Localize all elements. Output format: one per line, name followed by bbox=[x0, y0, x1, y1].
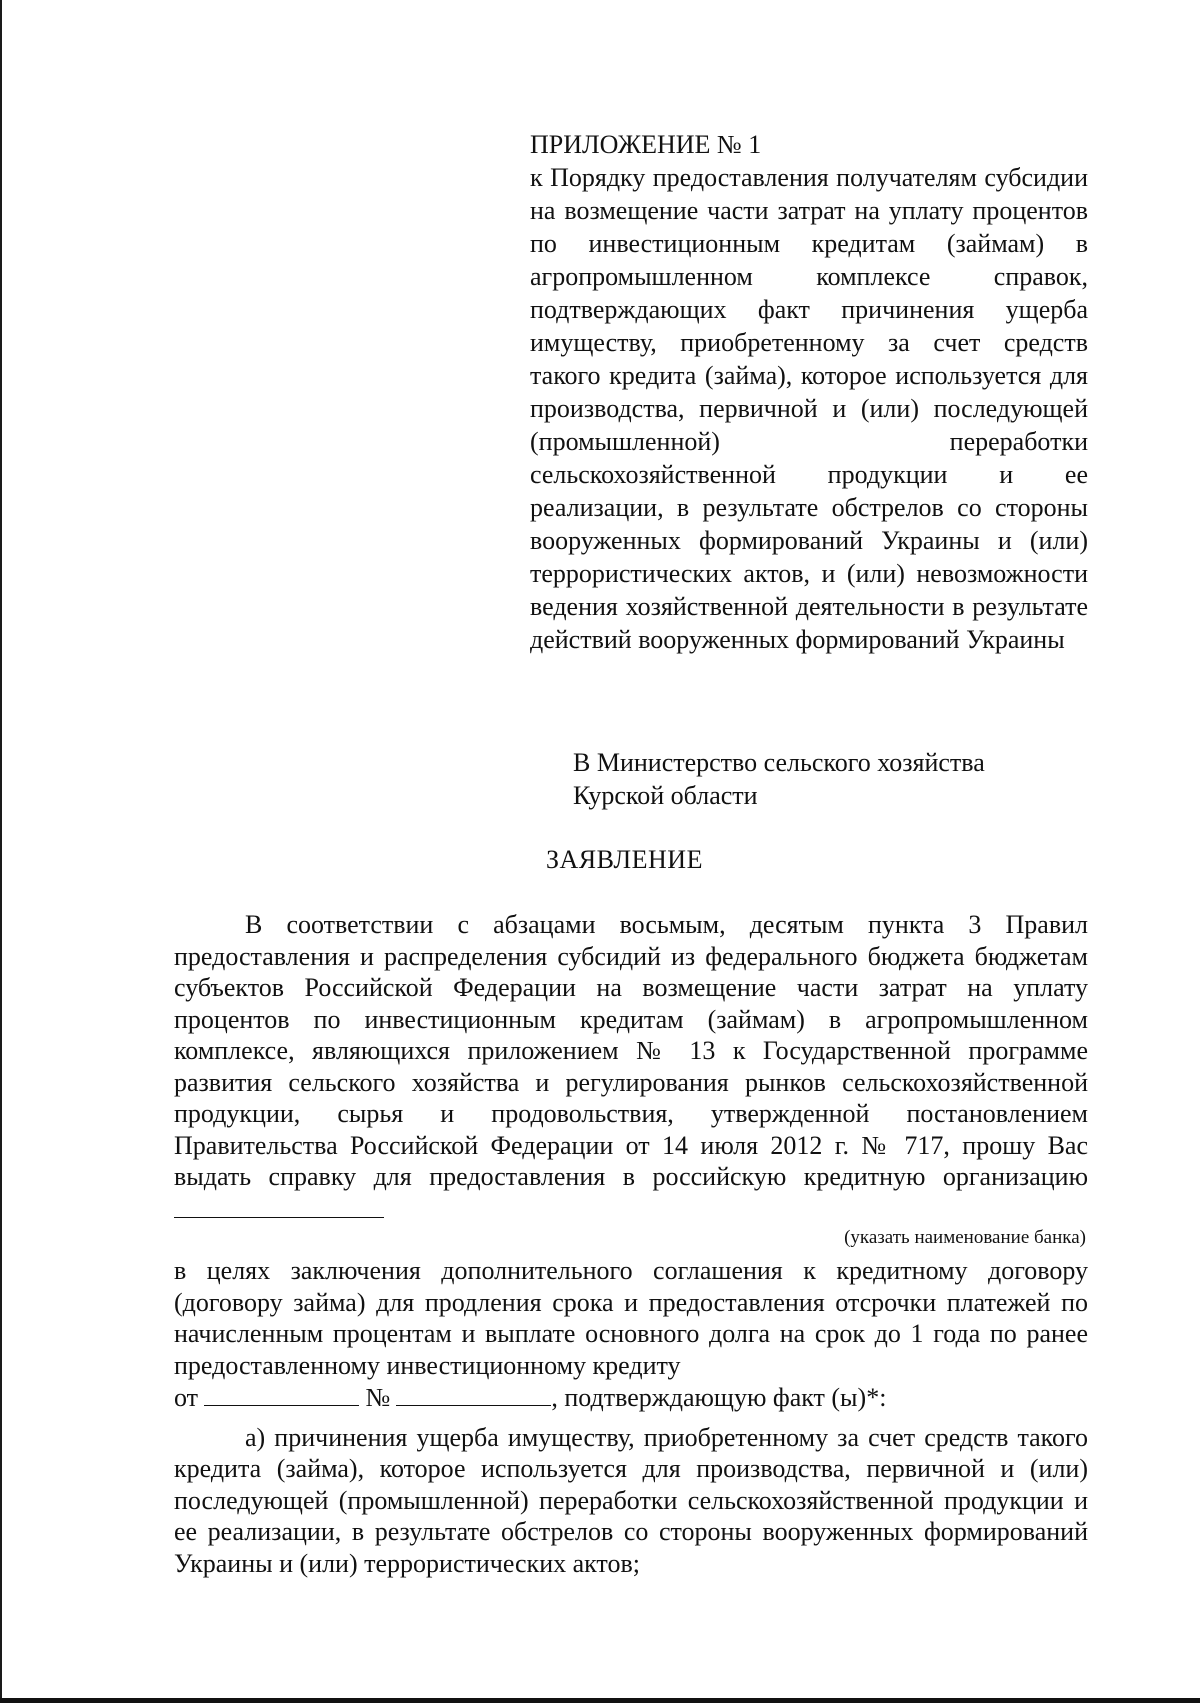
addressee-line-1: В Министерство сельского хозяйства bbox=[573, 748, 985, 777]
credit-number-blank[interactable] bbox=[396, 1381, 551, 1406]
document-title: ЗАЯВЛЕНИЕ bbox=[546, 845, 703, 874]
number-label: № bbox=[365, 1383, 391, 1412]
from-label: от bbox=[174, 1383, 199, 1412]
item-a: а) причинения ущерба имуществу, приобретенному за счет средств такого кредита (займа), которое используется для производства, первичной и (или) последующей (промышленной) переработки сельскохозяйственной продукции и ее реализации, в результате обстрелов со стороны вооруженных формирований Украины и (или) террористических актов; bbox=[174, 1422, 1088, 1578]
appendix-title: ПРИЛОЖЕНИЕ № 1 bbox=[530, 130, 762, 159]
addressee-block bbox=[573, 746, 985, 812]
paragraph-1 bbox=[174, 909, 1088, 1225]
paragraph-1-text: В соответствии с абзацами восьмым, десятым пункта 3 Правил предоставления и распределения субсидий из федерального бюджета бюджетам субъектов Российской Федерации на возмещение части затрат на уплату процентов по инвестиционным кредитам (займам) в агропромышленном комплексе, являющихся приложением № 13 к Государственной программе развития сельского хозяйства и регулирования рынков сельскохозяйственной продукции, сырья и продовольствия, утвержденной постановлением Правительства Российской Федерации от 14 июля 2012 г. № 717, прошу Вас выдать справку для предоставления в российскую кредитную организацию bbox=[174, 910, 1088, 1191]
bank-name-blank[interactable] bbox=[174, 1193, 384, 1218]
scan-left-edge bbox=[0, 0, 2, 1703]
appendix-text: к Порядку предоставления получателям субсидии на возмещение части затрат на уплату процентов по инвестиционным кредитам (займам) в агропромышленном комплексе справок, подтверждающих факт причинения ущерба имуществу, приобретенному за счет средств такого кредита (займа), которое используется для производства, первичной и (или) последующей (промышленной) переработки сельскохозяйственной продукции и ее реализации, в результате обстрелов со стороны вооруженных формирований Украины и (или) террористических актов, и (или) невозможности ведения хозяйственной деятельности в результате действий вооруженных формирований Украины bbox=[530, 163, 1088, 654]
credit-date-blank[interactable] bbox=[204, 1381, 359, 1406]
bank-caption: (указать наименование банка) bbox=[844, 1227, 1086, 1248]
credit-details-row bbox=[174, 1381, 1088, 1414]
statement-body bbox=[174, 909, 1088, 1579]
scan-bottom-edge bbox=[0, 1698, 1200, 1703]
paragraph-2: в целях заключения дополнительного соглашения к кредитному договору (договору займа) для продления срока и предоставления отсрочки платежей по начисленным процентам и выплате основного долга на срок до 1 года по ранее предоставленному инвестиционному кредиту bbox=[174, 1256, 1088, 1380]
confirm-text: , подтверждающую факт (ы)*: bbox=[551, 1383, 887, 1412]
appendix-block bbox=[530, 128, 1088, 656]
addressee-line-2: Курской области bbox=[573, 781, 758, 810]
